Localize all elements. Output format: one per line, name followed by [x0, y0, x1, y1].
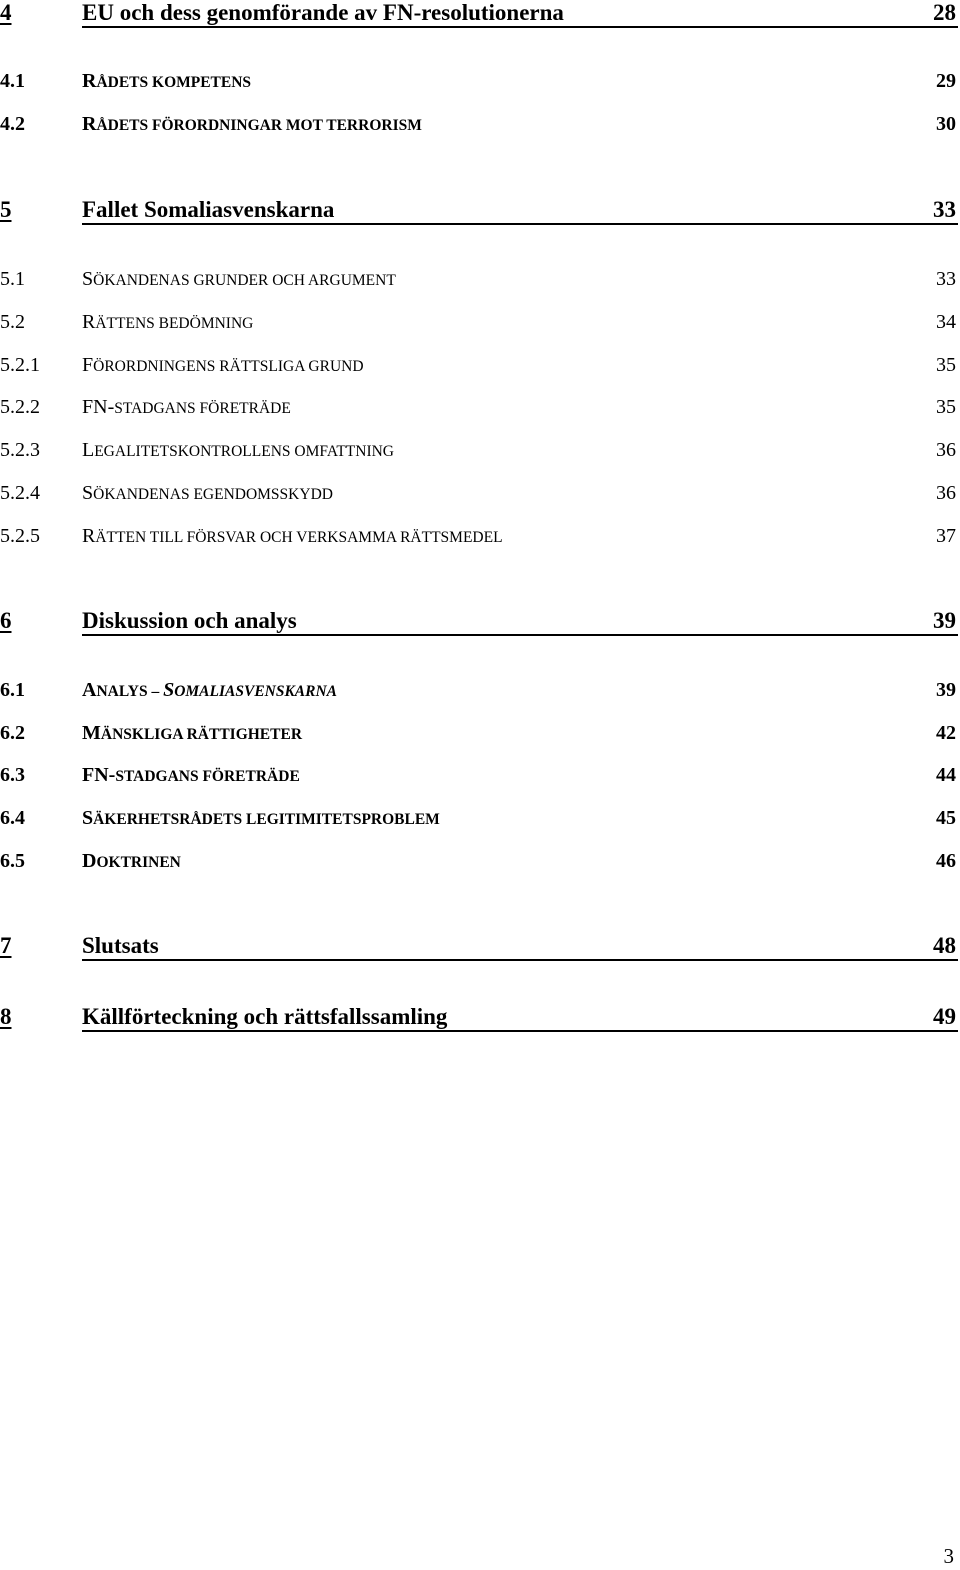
toc-page: 29 — [936, 70, 956, 92]
toc-section-row[interactable] — [0, 70, 958, 100]
toc-page: 28 — [933, 0, 956, 25]
toc-page: 36 — [936, 439, 956, 461]
toc-page: 39 — [936, 679, 956, 701]
toc-title: Slutsats — [82, 933, 159, 958]
toc-number: 4.1 — [0, 70, 25, 92]
toc-page: 37 — [936, 525, 956, 547]
toc-number: 5.2.5 — [0, 525, 40, 547]
toc-title: FN-STADGANS FÖRETRÄDE — [82, 396, 291, 418]
toc-subsection-row[interactable] — [0, 525, 958, 555]
toc-title: Diskussion och analys — [82, 608, 297, 633]
toc-number: 5.2.2 — [0, 396, 40, 418]
toc-title: SÄKERHETSRÅDETS LEGITIMITETSPROBLEM — [82, 807, 440, 829]
toc-section-row[interactable] — [0, 679, 958, 709]
toc-number: 8 — [0, 1004, 12, 1029]
toc-subsection-row[interactable] — [0, 439, 958, 469]
toc-section-row[interactable] — [0, 807, 958, 837]
toc-number: 6.5 — [0, 850, 25, 872]
toc-page: 39 — [933, 608, 956, 633]
toc-page: 46 — [936, 850, 956, 872]
toc-number: 6.2 — [0, 722, 25, 744]
toc-number: 4.2 — [0, 113, 25, 135]
toc-title: RÄTTENS BEDÖMNING — [82, 311, 254, 333]
toc-number: 5 — [0, 197, 12, 222]
toc-page: 48 — [933, 933, 956, 958]
toc-chapter-row[interactable] — [0, 1004, 958, 1034]
toc-title: SÖKANDENAS GRUNDER OCH ARGUMENT — [82, 268, 396, 290]
page-number: 3 — [943, 1544, 954, 1568]
toc-subsection-row[interactable] — [0, 354, 958, 384]
toc-title: RÅDETS FÖRORDNINGAR MOT TERRORISM — [82, 113, 422, 135]
toc-number: 5.1 — [0, 268, 25, 290]
toc-page: 35 — [936, 396, 956, 418]
toc-page: 34 — [936, 311, 956, 333]
toc-number: 6.3 — [0, 764, 25, 786]
toc-title: RÅDETS KOMPETENS — [82, 70, 252, 92]
toc-number: 5.2.4 — [0, 482, 40, 504]
toc-page: 36 — [936, 482, 956, 504]
toc-number: 5.2.3 — [0, 439, 40, 461]
toc-page: 44 — [936, 764, 956, 786]
toc-number: 7 — [0, 933, 12, 958]
toc-page: 49 — [933, 1004, 956, 1029]
toc-chapter-row[interactable] — [0, 933, 958, 963]
toc-title: Fallet Somaliasvenskarna — [82, 197, 335, 222]
toc-number: 5.2 — [0, 311, 25, 333]
toc-title: EU och dess genomförande av FN-resolutionerna — [82, 0, 564, 25]
toc-title: RÄTTEN TILL FÖRSVAR OCH VERKSAMMA RÄTTSMEDEL — [82, 525, 503, 547]
toc-page: 33 — [933, 197, 956, 222]
toc-title: LEGALITETSKONTROLLENS OMFATTNING — [82, 439, 395, 461]
toc-section-row[interactable] — [0, 311, 958, 341]
toc-section-row[interactable] — [0, 722, 958, 752]
toc-number: 6.1 — [0, 679, 25, 701]
toc-number: 6.4 — [0, 807, 25, 829]
toc-number: 6 — [0, 608, 12, 633]
toc-section-row[interactable] — [0, 268, 958, 298]
toc-subsection-row[interactable] — [0, 482, 958, 512]
toc-number: 4 — [0, 0, 12, 25]
toc-number: 5.2.1 — [0, 354, 40, 376]
toc-title: MÄNSKLIGA RÄTTIGHETER — [82, 722, 303, 744]
toc-section-row[interactable] — [0, 113, 958, 143]
toc-page: 45 — [936, 807, 956, 829]
toc-title: FN-STADGANS FÖRETRÄDE — [82, 764, 300, 786]
toc-chapter-row[interactable] — [0, 197, 958, 227]
toc-page: 30 — [936, 113, 956, 135]
toc-title: DOKTRINEN — [82, 850, 181, 872]
toc-chapter-row[interactable] — [0, 0, 958, 30]
toc-section-row[interactable] — [0, 850, 958, 880]
toc-subsection-row[interactable] — [0, 396, 958, 426]
toc-title: ANALYS – SOMALIASVENSKARNA — [82, 679, 338, 701]
toc-title: FÖRORDNINGENS RÄTTSLIGA GRUND — [82, 354, 364, 376]
toc-title: Källförteckning och rättsfallssamling — [82, 1004, 448, 1029]
toc-section-row[interactable] — [0, 764, 958, 794]
toc-page: 35 — [936, 354, 956, 376]
toc-page: 42 — [936, 722, 956, 744]
toc-title: SÖKANDENAS EGENDOMSSKYDD — [82, 482, 333, 504]
toc-page: 33 — [936, 268, 956, 290]
toc-chapter-row[interactable] — [0, 608, 958, 638]
